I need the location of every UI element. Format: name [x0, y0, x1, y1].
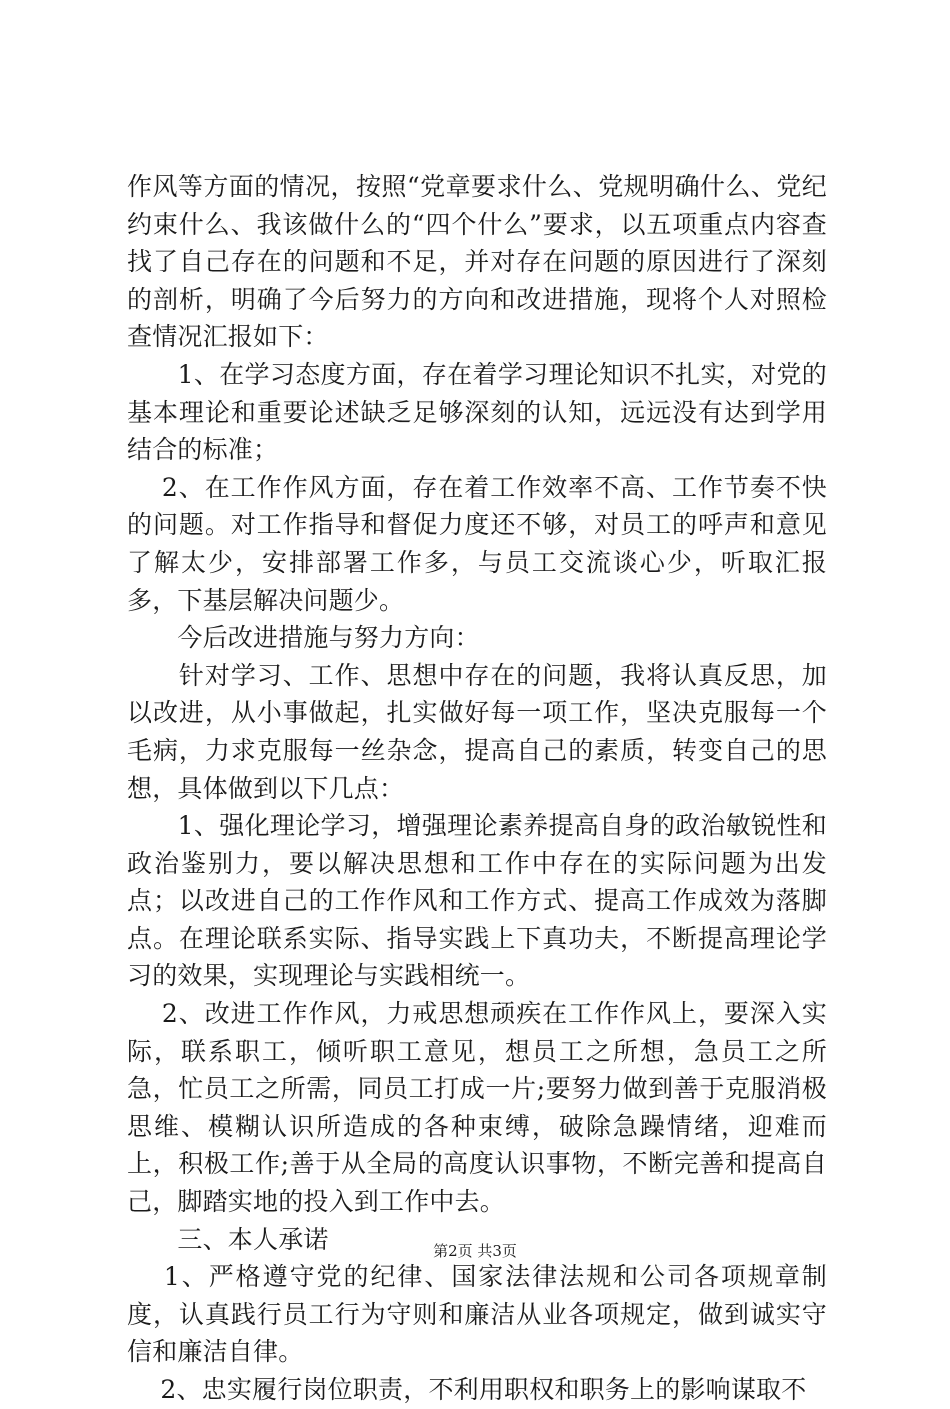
section-heading-commitment: 三、本人承诺	[127, 1224, 329, 1254]
paragraph-commitment-2: 2、忠实履行岗位职责，不利用职权和职务上的影响谋取不	[127, 1375, 807, 1404]
paragraph-improvement-intro: 针对学习、工作、思想中存在的问题，我将认真反思，加以改进，从小事做起，扎实做好每一项工作，坚决克服每一个毛病，力求克服每一丝杂念，提高自己的素质，转变自己的思想，具体做到以下几点：	[127, 660, 827, 803]
section-heading-improvement: 今后改进措施与努力方向：	[127, 623, 480, 653]
paragraph-improve-work-style: 2、改进工作作风，力戒思想顽疾在工作作风上，要深入实际，联系职工，倾听职工意见，想员工之所想，急员工之所急，忙员工之所需，同员工打成一片;要努力做到善于克服消极思维、模糊认识所造成的各种束缚，破除急躁情绪，迎难而上，积极工作;善于从全局的高度认识事物，不断完善和提高自己，脚踏实地的投入到工作中去。	[127, 999, 827, 1217]
paragraph-commitment-1: 1、严格遵守党的纪律、国家法律法规和公司各项规章制度，认真践行员工行为守则和廉洁从业各项规定，做到诚实守信和廉洁自律。	[127, 1262, 827, 1367]
paragraph-intro: 作风等方面的情况，按照“党章要求什么、党规明确什么、党纪约束什么、我该做什么的“四个什么”要求，以五项重点内容查找了自己存在的问题和不足，并对存在问题的原因进行了深刻的剖析，明确了今后努力的方向和改进措施，现将个人对照检查情况汇报如下：	[127, 172, 827, 352]
page-number-footer: 第2页 共3页	[433, 1242, 517, 1260]
paragraph-work-style: 2、在工作作风方面，存在着工作效率不高、工作节奏不快的问题。对工作指导和督促力度还不够，对员工的呼声和意见了解太少，安排部署工作多，与员工交流谈心少，听取汇报多，下基层解决问题少。	[127, 472, 827, 615]
paragraph-study-attitude: 1、在学习态度方面，存在着学习理论知识不扎实，对党的基本理论和重要论述缺乏足够深刻的认知，远远没有达到学用结合的标准；	[127, 359, 827, 465]
paragraph-theory-study: 1、强化理论学习，增强理论素养提高自身的政治敏锐性和政治鉴别力，要以解决思想和工作中存在的实际问题为出发点；以改进自己的工作作风和工作方式、提高工作成效为落脚点。在理论联系实际、指导实践上下真功夫，不断提高理论学习的效果，实现理论与实践相统一。	[127, 811, 827, 991]
document-body	[127, 168, 827, 1409]
